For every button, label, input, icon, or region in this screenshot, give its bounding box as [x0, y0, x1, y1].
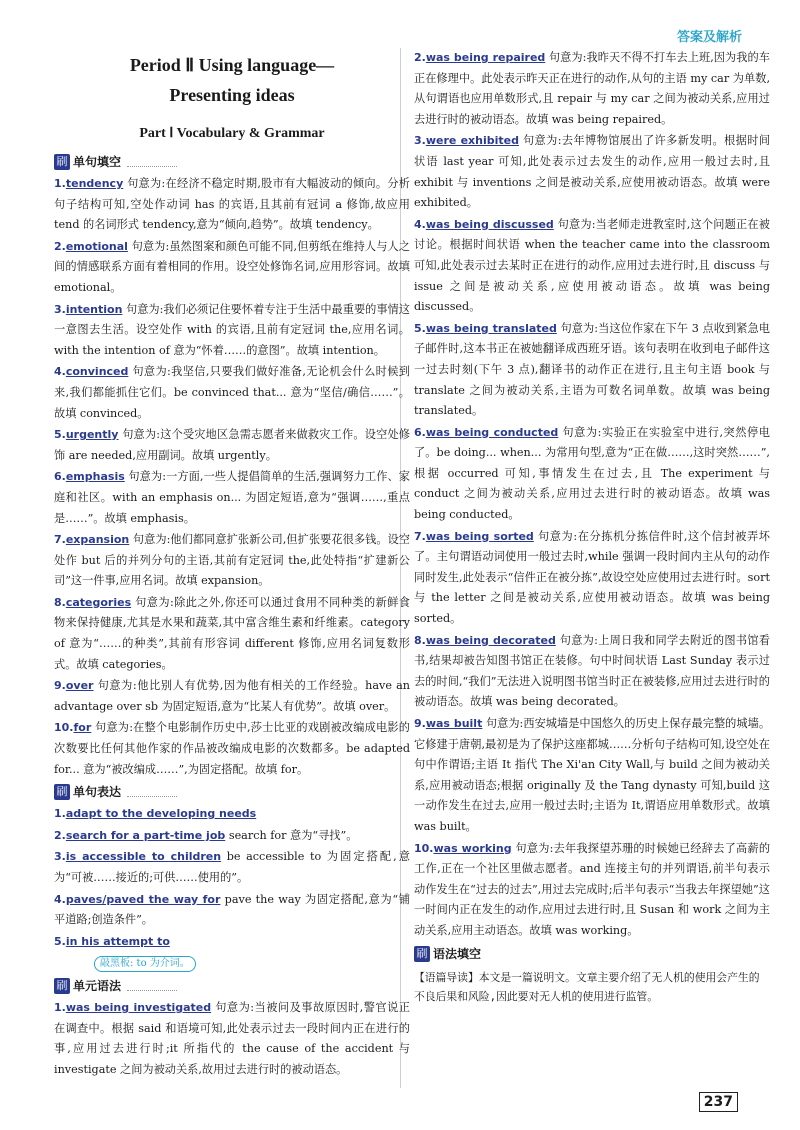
explanation: search for 意为“寻找”。 — [225, 828, 358, 842]
fill-item — [54, 362, 410, 424]
fill-item — [54, 467, 410, 529]
grammar-item — [414, 215, 770, 318]
note-row — [54, 953, 410, 974]
section-icon: 刷 — [54, 784, 70, 800]
grammar-item — [414, 423, 770, 526]
answer: was built — [425, 717, 483, 730]
explanation: 句意为:去年我探望苏珊的时候她已经辞去了高薪的工作,正在一个社区里做志愿者。and 连接主句的并列谓语,前半句表示动作发生在“过去的过去”,用过去完成时;后半句表示“当我去年探望她”这一时间内正在发生的动作,应用过去进行时,且 Susan 和 work 之间为主动关系,应用主动语态。故填 was working。 — [414, 841, 771, 937]
item-number: 2. — [54, 239, 66, 253]
answer: over — [65, 679, 94, 693]
fill-item — [54, 174, 410, 236]
answer: search for a part-time job — [65, 828, 226, 842]
fill-item — [54, 593, 410, 675]
grammar-item — [414, 839, 770, 942]
grammar-item — [54, 998, 410, 1080]
explanation: 句意为:这个受灾地区急需志愿者来做救灾工作。设空处修饰 are needed,应用副词。故填 urgently。 — [54, 428, 410, 462]
item-number: 7. — [414, 529, 426, 543]
answer: was being discussed — [425, 217, 554, 231]
item-number: 10. — [54, 721, 74, 735]
express-item — [54, 847, 410, 888]
title-line-1: Period Ⅱ Using language— — [129, 55, 335, 75]
grammar-item — [414, 631, 770, 713]
item-number: 5. — [54, 428, 66, 442]
item-number: 1. — [54, 1000, 66, 1014]
item-number: 5. — [54, 934, 66, 948]
answer: categories — [65, 595, 132, 609]
fill-item — [54, 530, 410, 592]
item-number: 9. — [414, 717, 426, 730]
answer: was being sorted — [425, 529, 534, 543]
item-number: 2. — [54, 828, 66, 842]
item-number: 9. — [54, 679, 66, 693]
explanation: 句意为:他比别人有优势,因为他有相关的工作经验。have an advantage over sb 为固定短语,意为“比某人有优势”。故填 over。 — [54, 679, 410, 713]
item-number: 4. — [414, 217, 426, 231]
fill-item — [54, 300, 410, 362]
express-item — [54, 804, 410, 825]
answer: was being investigated — [65, 1000, 212, 1014]
item-number: 8. — [54, 595, 66, 609]
answer: in his attempt to — [65, 934, 170, 948]
item-number: 6. — [54, 470, 66, 484]
grammar-list-right — [414, 48, 770, 942]
section-icon: 刷 — [54, 978, 70, 994]
answer: emphasis — [65, 470, 125, 484]
explanation: 句意为:当老师走进教室时,这个问题正在被讨论。根据时间状语 when the teacher came into the classroom 可知,此处表示过去某时正在进行的动作,应用过去进行时,且 discuss 与 issue 之间是被动关系,应使用被动语态。故填 was being discussed。 — [414, 217, 770, 314]
dotted-rule — [127, 157, 177, 167]
section-title: 语法填空 — [433, 946, 482, 961]
explanation: 句意为:我们必须记住要怀着专注于生活中最重要的事情这一意图去生活。设空处作 with 的宾语,且前有定冠词 the,应用名词。with the intention of 意为“怀着……的意图”。故填 intention。 — [54, 302, 410, 357]
note-badge: 敲黑板: to 为介词。 — [94, 956, 196, 972]
section-title: 单句填空 — [73, 155, 122, 169]
section-title: 单句表达 — [73, 785, 122, 800]
explanation: 句意为:在经济不稳定时期,股市有大幅波动的倾向。分析句子结构可知,空处作动词 has 的宾语,且其前有冠词 a 修饰,故应用 tend 的名词形式 tendency,意为“倾向,趋势”。故填 tendency。 — [54, 177, 410, 232]
item-number: 4. — [54, 892, 66, 906]
answer: for — [73, 721, 92, 735]
answer: was being repaired — [425, 51, 546, 64]
item-number: 1. — [54, 177, 66, 190]
grammar-list-left — [54, 998, 410, 1080]
explanation: 句意为:当被问及事故原因时,警官说正在调查中。根据 said 和语境可知,此处表示过去一段时间内正在进行的事,应用过去进行时;it 所指代的 the cause of the accident 与 investigate 之间为被动关系,故用过去进行时的被动语态。 — [54, 1000, 410, 1076]
express-item — [54, 890, 410, 931]
answer: was being translated — [425, 321, 557, 335]
item-number: 10. — [414, 841, 434, 855]
answer: was being decorated — [425, 633, 556, 647]
explanation: 句意为:西安城墙是中国悠久的历史上保存最完整的城墙。它修建于唐朝,最初是为了保护这座都城……分析句子结构可知,设空处在句中作谓语;主语 It 指代 The Xi'an City Wall,与 build 之间为被动关系,应用被动语态;根据 originally 及 the Tang dynasty 可知,build 这一动作发生在过去,应用一般过去时;主语为 It,谓语应用单数形式。故填 was built。 — [414, 717, 771, 833]
fill-item — [54, 425, 410, 466]
fill-item — [54, 718, 410, 780]
answer: was working — [433, 841, 512, 855]
dotted-rule — [127, 981, 177, 991]
item-number: 4. — [54, 365, 66, 379]
item-number: 3. — [54, 302, 66, 316]
part-title: Part Ⅰ Vocabulary & Grammar — [139, 126, 325, 141]
item-number: 3. — [54, 850, 66, 864]
explanation: 句意为:在整个电影制作历史中,莎士比亚的戏剧被改编成电影的次数要比任何其他作家的作品被改编成电影的次数都多。be adapted for... 意为“被改编成……”,为固定搭配。故填 for。 — [54, 721, 410, 776]
express-item — [54, 932, 410, 953]
section-icon: 刷 — [54, 154, 70, 170]
answer: is accessible to children — [65, 850, 222, 864]
page-title — [54, 50, 410, 110]
grammar-item — [414, 527, 770, 630]
answer: intention — [65, 302, 123, 316]
passage-guide: 【语篇导读】本文是一篇说明文。文章主要介绍了无人机的使用会产生的不良后果和风险,因此要对无人机的使用进行监管。 — [414, 970, 760, 1003]
explanation: 句意为:上周日我和同学去附近的图书馆看书,结果却被告知图书馆正在装修。句中时间状语 Last Sunday 表示过去的时间,“我们”无法进入说明图书馆当时正在被装修,应用过去进行时的被动语态。故填 was being decorated。 — [414, 633, 770, 709]
explanation: 句意为:除此之外,你还可以通过食用不同种类的新鲜食物来保持健康,尤其是水果和蔬菜,其中富含维生素和纤维素。category of 意为“……的种类”,其前有形容词 different 修饰,应用名词复数形式。故填 categories。 — [54, 595, 410, 671]
section-icon: 刷 — [414, 946, 430, 962]
item-number: 8. — [414, 633, 426, 647]
answer-header: 答案及解析 — [676, 30, 742, 45]
right-column — [414, 48, 770, 1006]
answer: paves/paved the way for — [65, 892, 221, 906]
section-fill — [54, 152, 410, 172]
explanation: 句意为:我昨天不得不打车去上班,因为我的车正在修理中。此处表示昨天正在进行的动作,从句的主语 my car 为单数,从句谓语也应用单数形式,且 repair 与 my car 之间为被动关系,应用过去进行时的被动语态。故填 was being repaired。 — [414, 51, 770, 126]
item-number: 2. — [414, 51, 426, 64]
explanation: 句意为:实验正在实验室中进行,突然停电了。be doing... when... 为常用句型,意为“正在做……,这时突然……”,根据 occurred 可知,事情发生在过去,且 The experiment 与 conduct 之间为被动关系,应用过去进行时的被动语态。故填 was being conducted。 — [414, 425, 770, 522]
left-column — [54, 48, 410, 1081]
title-line-2: Presenting ideas — [169, 85, 295, 105]
grammar-item — [414, 48, 770, 130]
explanation: pave the way 为固定搭配,意为“铺平道路;创造条件”。 — [54, 892, 410, 927]
answer: were exhibited — [425, 134, 519, 148]
fill-item — [54, 676, 410, 717]
answer: convinced — [65, 365, 129, 379]
explanation: 句意为:去年博物馆展出了许多新发明。根据时间状语 last year 可知,此处表示过去发生的动作,应用一般过去时,且 exhibit 与 inventions 之间是被动关系,应使用被动语态。故填 were exhibited。 — [414, 134, 771, 210]
section-grammar — [54, 976, 410, 996]
explanation: 句意为:他们都同意扩张新公司,但扩张要花很多钱。设空处作 but 后的并列分句的主语,其前有定冠词 the,此处特指“扩建新公司”这一件事,应用名词。故填 expansion。 — [54, 533, 410, 588]
page-number: 237 — [699, 1092, 738, 1112]
answer: urgently — [65, 428, 119, 442]
item-number: 5. — [414, 321, 426, 335]
explanation: be accessible to 为固定搭配,意为“可被……接近的;可供……使用的”。 — [54, 850, 410, 884]
answer: tendency — [65, 177, 124, 190]
section-cloze — [414, 944, 770, 964]
express-item — [54, 826, 410, 847]
dotted-rule — [127, 787, 177, 797]
answer: was being conducted — [425, 425, 559, 439]
grammar-item — [414, 131, 770, 213]
explanation: 句意为:虽然图案和颜色可能不同,但剪纸在维持人与人之间的情感联系方面有着相同的作用。设空处修饰名词,应用形容词。故填 emotional。 — [54, 239, 410, 294]
item-number: 3. — [414, 134, 426, 148]
answer: adapt to the developing needs — [65, 807, 257, 821]
item-number: 6. — [414, 425, 426, 439]
explanation: 句意为:当这位作家在下午 3 点收到紧急电子邮件时,这本书正在被她翻译成西班牙语。该句表明在收到电子邮件这一过去时刻(下午 3 点),翻译书的动作正在进行,且主句主语 book 与 translate 之间为被动关系,主语为可数名词单数。故填 was being translated。 — [414, 321, 770, 418]
grammar-item — [414, 319, 770, 422]
item-number: 7. — [54, 533, 66, 547]
section-title: 单元语法 — [73, 978, 122, 993]
explanation: 句意为:一方面,一些人提倡简单的生活,强调努力工作、家庭和社区。with an emphasis on... 为固定短语,意为“强调……,重点是……”。故填 emphasis。 — [54, 470, 410, 525]
item-number: 1. — [54, 807, 66, 821]
explanation: 句意为:我坚信,只要我们做好准备,无论机会什么时候到来,我们都能抓住它们。be convinced that... 意为“坚信/确信……”。故填 convinced。 — [54, 365, 410, 420]
answer: expansion — [65, 533, 130, 547]
fill-list — [54, 174, 410, 780]
express-list — [54, 804, 410, 952]
fill-item — [54, 237, 410, 299]
section-express — [54, 782, 410, 802]
grammar-item — [414, 714, 770, 838]
explanation: 句意为:在分拣机分拣信件时,这个信封被弄坏了。主句谓语动词使用一般过去时,while 强调一段时间内主从句的动作同时发生,此处表示“信件正在被分拣”,故设空处应使用过去进行时。sort 与 the letter 之间是被动关系,应使用被动语态。故填 was being sorted。 — [414, 529, 770, 626]
answer: emotional — [65, 239, 128, 253]
